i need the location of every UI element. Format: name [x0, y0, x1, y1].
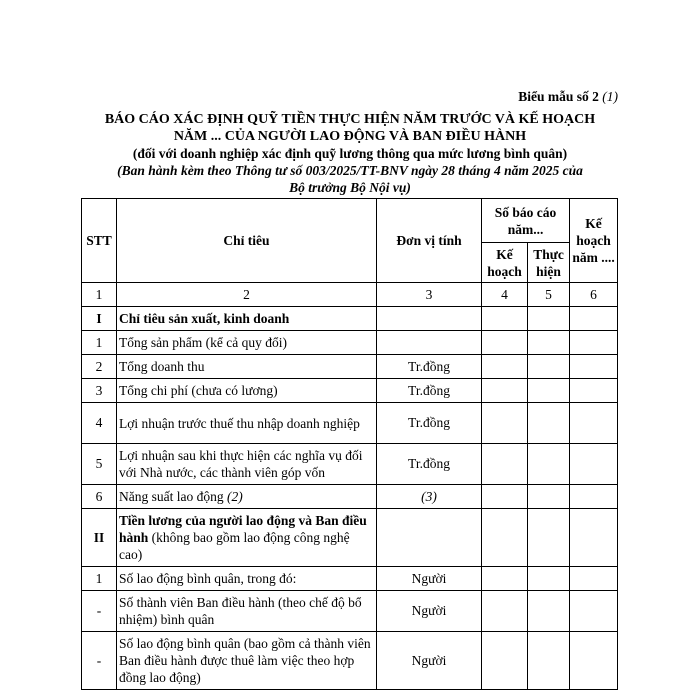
empty-cell	[482, 567, 528, 591]
row-unit: Người	[377, 632, 482, 690]
empty-cell	[570, 355, 618, 379]
header-unit: Đơn vị tính	[377, 199, 482, 283]
row-unit: (3)	[377, 485, 482, 509]
empty-cell	[570, 509, 618, 567]
empty-cell	[570, 567, 618, 591]
empty-cell	[570, 632, 618, 690]
row-label: Tổng chi phí (chưa có lương)	[117, 379, 377, 403]
empty-cell	[528, 509, 570, 567]
title-block	[80, 111, 620, 196]
row-unit	[377, 331, 482, 355]
table-row	[82, 403, 618, 444]
empty-cell	[482, 485, 528, 509]
empty-cell	[528, 331, 570, 355]
section-row	[82, 509, 618, 567]
row-label: Tổng doanh thu	[117, 355, 377, 379]
section-title-cell	[117, 509, 377, 567]
report-table	[81, 198, 618, 690]
empty-cell	[482, 591, 528, 632]
empty-cell	[528, 444, 570, 485]
empty-cell	[482, 379, 528, 403]
empty-cell	[482, 403, 528, 444]
col-number: 6	[570, 283, 618, 307]
report-title-line-2: NĂM ... CỦA NGƯỜI LAO ĐỘNG VÀ BAN ĐIỀU HÀNH	[173, 129, 527, 144]
table-row	[82, 444, 618, 485]
header-row	[82, 199, 618, 243]
empty-cell	[528, 403, 570, 444]
row-unit: Tr.đồng	[377, 355, 482, 379]
table-row	[82, 632, 618, 690]
empty-cell	[528, 485, 570, 509]
empty-cell	[528, 307, 570, 331]
row-unit: Người	[377, 567, 482, 591]
column-number-row	[82, 283, 618, 307]
row-label: Số lao động bình quân (bao gồm cả thành viên Ban điều hành được thuê làm việc theo hợp đồng lao động)	[117, 632, 377, 690]
row-unit: Tr.đồng	[377, 379, 482, 403]
section-title: Chỉ tiêu sản xuất, kinh doanh	[117, 307, 377, 331]
form-number-label: Biểu mẫu số 2	[518, 89, 599, 104]
row-label: Lợi nhuận sau khi thực hiện các nghĩa vụ đối với Nhà nước, các thành viên góp vốn	[117, 444, 377, 485]
empty-cell	[482, 331, 528, 355]
empty-cell	[528, 591, 570, 632]
header-indicator: Chỉ tiêu	[117, 199, 377, 283]
table-row	[82, 591, 618, 632]
section-title-suffix: (không bao gồm lao động công nghệ cao)	[119, 530, 350, 562]
row-unit: Tr.đồng	[377, 403, 482, 444]
empty-cell	[482, 509, 528, 567]
row-stt: -	[82, 632, 117, 690]
col-number: 1	[82, 283, 117, 307]
col-number: 4	[482, 283, 528, 307]
report-subtitle: (đối với doanh nghiệp xác định quỹ lương thông qua mức lương bình quân)	[132, 146, 568, 161]
empty-cell	[570, 485, 618, 509]
row-label: Lợi nhuận trước thuế thu nhập doanh nghiệp	[117, 403, 377, 444]
table-row	[82, 485, 618, 509]
row-label: Số thành viên Ban điều hành (theo chế độ bổ nhiệm) bình quân	[117, 591, 377, 632]
empty-cell	[570, 591, 618, 632]
table-row	[82, 379, 618, 403]
header-plan-year: Kế hoạch năm ....	[570, 199, 618, 283]
empty-cell	[528, 567, 570, 591]
empty-cell	[570, 307, 618, 331]
empty-cell	[570, 331, 618, 355]
row-stt: 1	[82, 331, 117, 355]
empty-cell	[528, 379, 570, 403]
row-stt: 2	[82, 355, 117, 379]
empty-cell	[377, 307, 482, 331]
form-number	[518, 89, 618, 105]
row-stt: 6	[82, 485, 117, 509]
table-row	[82, 331, 618, 355]
col-number: 5	[528, 283, 570, 307]
row-unit: Người	[377, 591, 482, 632]
col-number: 2	[117, 283, 377, 307]
row-label-cell	[117, 485, 377, 509]
table-row	[82, 567, 618, 591]
issued-note-line-2: Bộ trưởng Bộ Nội vụ)	[289, 180, 411, 195]
report-title-line-1: BÁO CÁO XÁC ĐỊNH QUỸ TIỀN THỰC HIỆN NĂM TRƯỚC VÀ KẾ HOẠCH	[104, 112, 596, 127]
row-label: Năng suất lao động	[119, 489, 224, 504]
header-report-group: Số báo cáo năm...	[482, 199, 570, 243]
row-stt: -	[82, 591, 117, 632]
row-label-note: (2)	[226, 489, 243, 504]
empty-cell	[377, 509, 482, 567]
empty-cell	[570, 379, 618, 403]
empty-cell	[570, 444, 618, 485]
col-number: 3	[377, 283, 482, 307]
row-label: Tổng sản phẩm (kể cả quy đổi)	[117, 331, 377, 355]
header-actual: Thực hiện	[528, 243, 570, 283]
table-row	[82, 355, 618, 379]
empty-cell	[570, 403, 618, 444]
header-plan: Kế hoạch	[482, 243, 528, 283]
empty-cell	[528, 355, 570, 379]
empty-cell	[528, 632, 570, 690]
header-stt: STT	[82, 199, 117, 283]
row-stt: 1	[82, 567, 117, 591]
empty-cell	[482, 632, 528, 690]
section-stt: I	[82, 307, 117, 331]
row-unit: Tr.đồng	[377, 444, 482, 485]
row-stt: 3	[82, 379, 117, 403]
row-stt: 4	[82, 403, 117, 444]
section-title: Tiền lương của người lao động và Ban điều hành	[119, 513, 367, 545]
section-stt: II	[82, 509, 117, 567]
row-label: Số lao động bình quân, trong đó:	[117, 567, 377, 591]
form-number-note: (1)	[602, 89, 618, 104]
empty-cell	[482, 307, 528, 331]
empty-cell	[482, 355, 528, 379]
empty-cell	[482, 444, 528, 485]
issued-note-line-1: (Ban hành kèm theo Thông tư số 003/2025/TT-BNV ngày 28 tháng 4 năm 2025 của	[117, 163, 583, 178]
section-row	[82, 307, 618, 331]
row-stt: 5	[82, 444, 117, 485]
